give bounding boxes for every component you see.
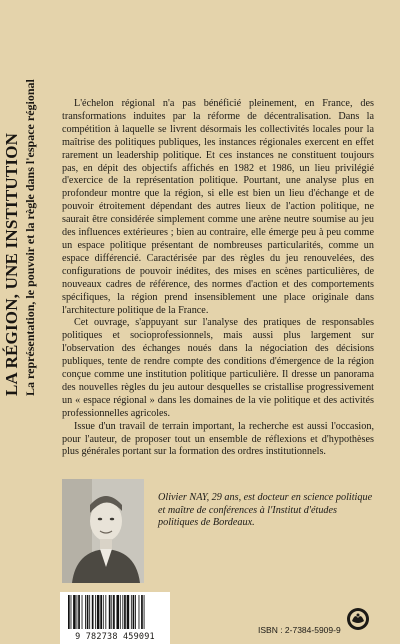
author-portrait-icon — [62, 479, 144, 583]
summary-paragraph-1: L'échelon régional n'a pas bénéficié pleinement, en France, des transformations induites par la réforme de décentralisation. Dans la compétition à laquelle se livrent désormais les collectivités locales pour la maîtrise des politiques publiques, les instances régionales exercent en effet rarement un leadership politique. Et ces instances ne constituent toujours pas, en dépit des objectifs affichés en 1982 et 1986, un lieu privilégié d'exercice de la représentation politique. Pourtant, une analyse plus en profondeur montre que la région, si elle est bien un lieu d'échange et de pouvoir étroitement dépendant des autres lieux de l'action politique, ne saurait être considérée simplement comme une arène neutre soumise au jeu des influences extérieures ; bien au contraire, elle émerge peu à peu comme un espace politique présentant de nombreuses particularités, comme un espace différencié. Caractérisée par des règles du jeu renouvelées, des configurations de pouvoir inédites, des mises en scènes particulières, de nouveaux cadres de référence, des normes d'action et des comportements spécifiques, la région prend insensiblement une place originale dans l'architecture politique de la France. — [62, 98, 374, 316]
spine-title: LA RÉGION, UNE INSTITUTION — [2, 132, 21, 396]
barcode-bars — [60, 592, 170, 632]
summary-paragraph-2: Cet ouvrage, s'appuyant sur l'analyse des pratiques de responsables politiques et socioprofessionnels, mais aussi plus largement sur l'observation des échanges noués dans la négociation des décisions publiques, tente de rendre compte des conditions d'émergence de la région conçue comme une institution politique particulière. Il dresse un panorama des nouvelles règles du jeu autour desquelles se cristallise progressivement un « espace régional » dans les domaines de la vie politique et des activités professionnelles agricoles. — [62, 317, 374, 419]
summary-text — [62, 98, 374, 459]
spine-text — [2, 16, 38, 396]
spine-subtitle: La représentation, le pouvoir et la règle dans l'espace régional — [23, 79, 37, 396]
summary-paragraph-3: Issue d'un travail de terrain important, la recherche est aussi l'occasion, pour l'auteur, de proposer tout un ensemble de réflexions et d'hypothèses plus générales portant sur la formation des ordres institutionnels. — [62, 420, 374, 458]
author-bio: Olivier NAY, 29 ans, est docteur en science politique et maître de conférences à l'Institut d'études politiques de Bordeaux. — [158, 492, 373, 529]
isbn-number: ISBN : 2-7384-5909-9 — [258, 625, 341, 635]
barcode — [60, 592, 170, 644]
spine-band — [0, 0, 44, 644]
author-photo — [62, 479, 144, 583]
barcode-digits: 9 782738 459091 — [75, 632, 155, 642]
publisher-logo-icon — [346, 607, 370, 631]
